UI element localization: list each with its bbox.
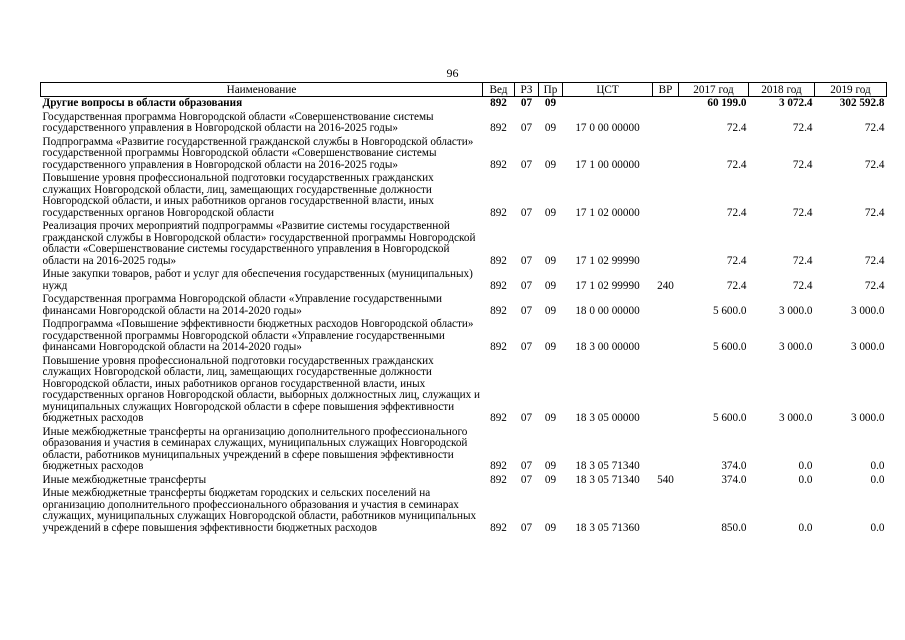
row-name: Подпрограмма «Развитие государственной гражданской службы в Новгородской области» государственной программы Новгородской области «Совершенствование системы государственного управления в Новгородской области на 2016-2025 годы» [42, 135, 474, 171]
table-row [41, 293, 887, 318]
row-cst: 18 0 00 00000 [575, 304, 640, 317]
row-value-2019: 72.4 [864, 206, 885, 219]
header-2017: 2017 год [679, 83, 749, 97]
row-cst: 17 1 00 00000 [575, 158, 640, 171]
row-vr [653, 487, 679, 535]
page-number: 96 [446, 66, 459, 80]
row-rz: 07 [520, 304, 533, 317]
row-value-2017: 72.4 [726, 206, 747, 219]
row-rz: 07 [520, 341, 533, 353]
row-vr [653, 97, 679, 111]
row-value-2018: 72.4 [792, 279, 813, 292]
row-pr: 09 [544, 521, 557, 534]
row-cst: 18 3 05 71340 [575, 460, 640, 472]
row-value-2019: 0.0 [870, 521, 885, 534]
row-name: Подпрограмма «Повышение эффективности бюджетных расходов Новгородской области» государственной программы Новгородской области «Управление государственными финансами Новгородской области на 2014-2020 годы» [42, 318, 474, 353]
row-name: Иные закупки товаров, работ и услуг для обеспечения государственных (муниципальных) нужд [42, 268, 473, 292]
row-ved: 892 [490, 521, 507, 534]
row-pr: 09 [544, 460, 557, 472]
row-ved: 892 [490, 122, 507, 134]
row-name: Иные межбюджетные трансферты [42, 473, 207, 486]
table-row [41, 474, 887, 488]
budget-table [40, 82, 887, 535]
row-pr: 09 [544, 206, 557, 219]
row-name: Иные межбюджетные трансферты бюджетам городских и сельских поселений на организацию дополнительного профессионального образования и участия в семинарах служащих, муниципальных служащих Новгородской области, работников муниципальных учреждений в сфере повышения эффективности бюджетных расходов [42, 487, 477, 534]
row-cst: 17 1 02 99990 [575, 254, 640, 267]
row-pr: 09 [544, 341, 557, 353]
table-row [41, 136, 887, 173]
table-row [41, 318, 887, 355]
row-rz: 07 [520, 521, 533, 534]
row-value-2018: 72.4 [792, 254, 813, 267]
row-ved: 892 [490, 254, 507, 267]
table-row [41, 487, 887, 535]
row-ved: 892 [490, 304, 507, 317]
row-ved: 892 [490, 279, 507, 292]
row-pr: 09 [544, 158, 557, 171]
row-value-2019: 0.0 [870, 460, 885, 472]
header-2018: 2018 год [749, 83, 815, 97]
row-cst: 18 3 05 71360 [575, 521, 640, 534]
table-body [41, 97, 887, 536]
row-cst: 17 0 00 00000 [575, 122, 640, 134]
row-value-2019: 72.4 [864, 254, 885, 267]
row-pr: 09 [544, 97, 557, 109]
row-rz: 07 [520, 460, 533, 472]
row-vr [653, 172, 679, 220]
row-vr [653, 318, 679, 355]
row-value-2017: 72.4 [726, 158, 747, 171]
row-ved: 892 [490, 158, 507, 171]
row-value-2019: 3 000.0 [850, 341, 885, 353]
row-value-2018: 0.0 [798, 460, 813, 472]
row-pr: 09 [544, 412, 557, 424]
row-rz: 07 [520, 279, 533, 292]
row-rz: 07 [520, 97, 533, 109]
row-name: Государственная программа Новгородской области «Управление государственными финансами Новгородской области на 2014-2020 годы» [42, 293, 442, 317]
row-value-2017: 72.4 [726, 254, 747, 267]
row-name: Повышение уровня профессиональной подготовки государственных гражданских служащих Новгородской области, лиц, замещающих государственные должности Новгородской области, и иных работников органов государственной власти, иных государственных органов Новгородской области [42, 172, 435, 219]
row-value-2017: 374.0 [721, 473, 747, 486]
row-value-2018: 0.0 [798, 473, 813, 486]
row-value-2019: 0.0 [870, 473, 885, 486]
row-cst: 17 1 02 99990 [575, 279, 640, 292]
row-value-2019: 72.4 [864, 158, 885, 171]
row-rz: 07 [520, 158, 533, 171]
header-ved: Вед [483, 83, 515, 97]
row-pr: 09 [544, 279, 557, 292]
row-cst: 17 1 02 00000 [575, 206, 640, 219]
header-2019: 2019 год [815, 83, 887, 97]
row-cst [563, 97, 653, 111]
row-vr [653, 111, 679, 136]
row-value-2019: 72.4 [864, 279, 885, 292]
row-vr [653, 426, 679, 474]
row-vr: 540 [657, 473, 674, 486]
row-pr: 09 [544, 122, 557, 134]
row-rz: 07 [520, 473, 533, 486]
row-value-2017: 850.0 [721, 521, 747, 534]
row-value-2018: 3 000.0 [778, 412, 813, 424]
row-vr: 240 [657, 279, 674, 292]
row-value-2018: 3 072.4 [778, 97, 813, 109]
header-cst: ЦСТ [563, 83, 653, 97]
table-row [41, 172, 887, 220]
header-pr: Пр [539, 83, 563, 97]
row-cst: 18 3 00 00000 [575, 341, 640, 353]
table-row [41, 426, 887, 474]
row-value-2019: 72.4 [864, 122, 885, 134]
row-value-2017: 72.4 [726, 279, 747, 292]
table-header-row [41, 83, 887, 97]
row-value-2019: 302 592.8 [839, 97, 885, 109]
row-value-2017: 60 199.0 [707, 97, 747, 109]
header-vr: ВР [653, 83, 679, 97]
header-name: Наименование [41, 83, 483, 97]
row-value-2017: 5 600.0 [712, 341, 747, 353]
table-row [41, 111, 887, 136]
row-rz: 07 [520, 206, 533, 219]
row-ved: 892 [490, 460, 507, 472]
row-pr: 09 [544, 473, 557, 486]
row-value-2017: 5 600.0 [712, 412, 747, 424]
row-vr [653, 220, 679, 268]
row-pr: 09 [544, 304, 557, 317]
header-rz: РЗ [515, 83, 539, 97]
row-ved: 892 [490, 473, 507, 486]
row-ved: 892 [490, 206, 507, 219]
row-cst: 18 3 05 00000 [575, 412, 640, 424]
table-row [41, 97, 887, 111]
row-rz: 07 [520, 122, 533, 134]
row-name: Реализация прочих мероприятий подпрограммы «Развитие системы государственной гражданской службы в Новгородской области» государственной программы Новгородской области «Совершенствование системы государственного управления в Новгородской области на 2016-2025 годы» [42, 220, 476, 267]
row-ved: 892 [490, 341, 507, 353]
row-name: Иные межбюджетные трансферты на организацию дополнительного профессионального образования и участия в семинарах служащих, муниципальных служащих Новгородской области, работников муниципальных учреждений в сфере повышения эффективности бюджетных расходов [42, 425, 468, 472]
row-value-2018: 3 000.0 [778, 341, 813, 353]
row-value-2017: 374.0 [721, 460, 747, 472]
row-value-2018: 0.0 [798, 521, 813, 534]
row-value-2017: 72.4 [726, 122, 747, 134]
row-vr [653, 136, 679, 173]
row-vr [653, 293, 679, 318]
table-row [41, 220, 887, 268]
row-name: Повышение уровня профессиональной подготовки государственных гражданских служащих Новгородской области, лиц, замещающих государственные должности Новгородской области, иных работников органов государственной власти, иных государственных органов Новгородской области, выборных должностных лиц, служащих и муниципальных служащих Новгородской области в сфере повышения эффективности бюджетных расходов [42, 354, 481, 424]
row-value-2018: 72.4 [792, 206, 813, 219]
row-value-2018: 3 000.0 [778, 304, 813, 317]
row-ved: 892 [490, 412, 507, 424]
table-row [41, 355, 887, 426]
table-row [41, 268, 887, 293]
row-cst: 18 3 05 71340 [575, 473, 640, 486]
row-value-2019: 3 000.0 [850, 412, 885, 424]
row-name: Государственная программа Новгородской области «Совершенствование системы государственного управления в Новгородской области на 2016-2025 годы» [42, 110, 434, 134]
row-vr [653, 355, 679, 426]
row-ved: 892 [490, 97, 507, 109]
row-name: Другие вопросы в области образования [42, 97, 243, 109]
row-value-2019: 3 000.0 [850, 304, 885, 317]
row-rz: 07 [520, 254, 533, 267]
row-pr: 09 [544, 254, 557, 267]
row-value-2018: 72.4 [792, 122, 813, 134]
row-rz: 07 [520, 412, 533, 424]
row-value-2018: 72.4 [792, 158, 813, 171]
row-value-2017: 5 600.0 [712, 304, 747, 317]
